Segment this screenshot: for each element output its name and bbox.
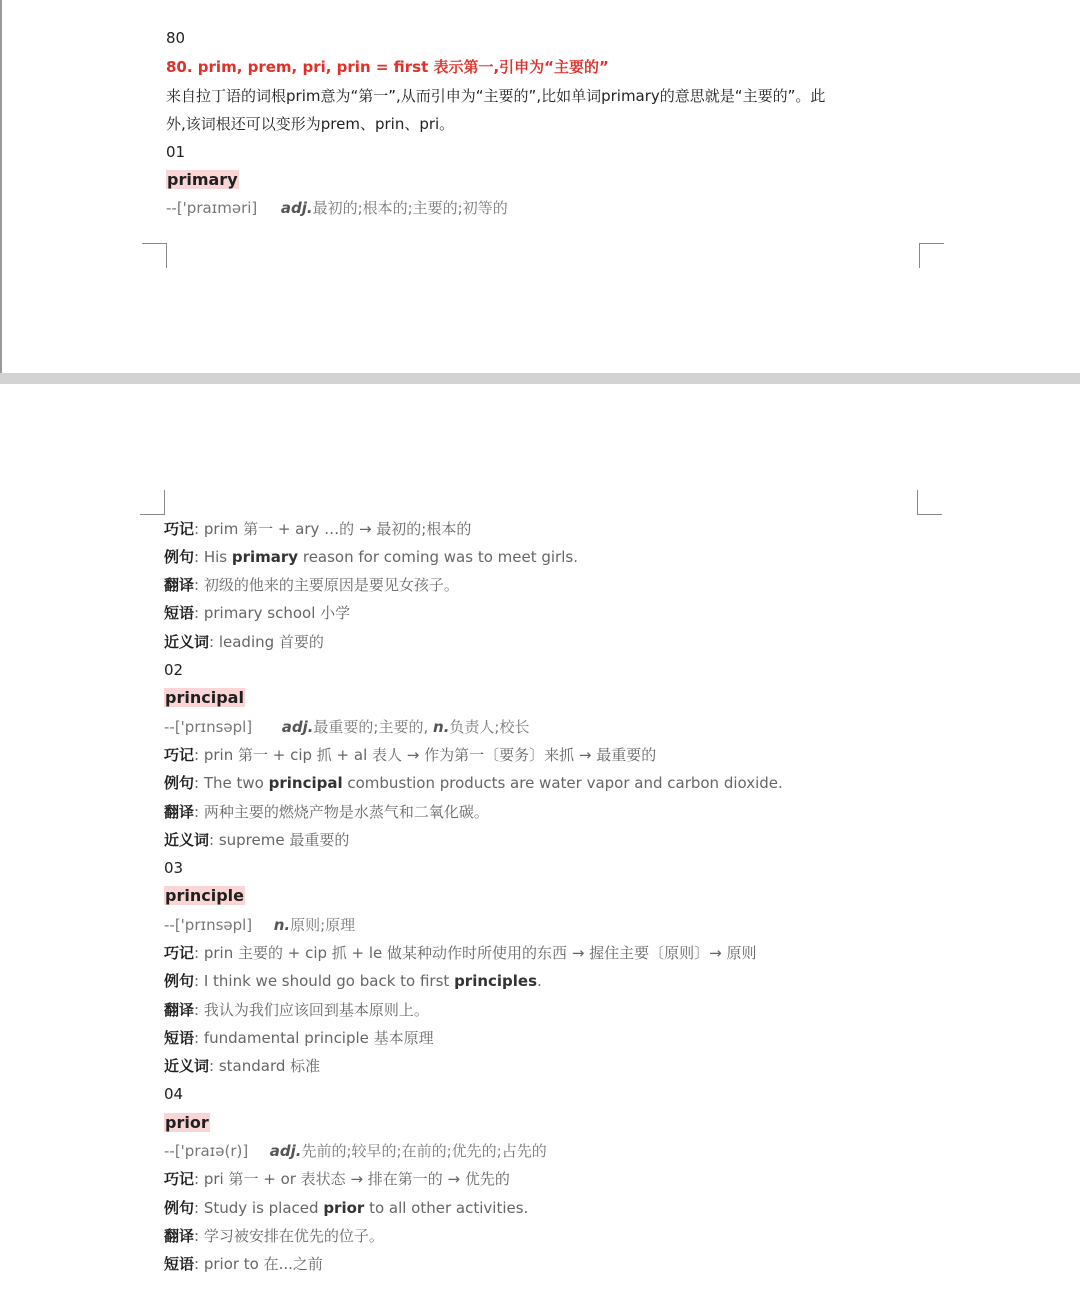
synonym-label: 近义词	[164, 1057, 210, 1075]
translation-label: 翻译	[164, 576, 195, 594]
entry-number: 01	[166, 143, 186, 161]
memory-text: : prin 第一 + cip 抓 + al 表人 → 作为第一〔要务〕来抓 → 最重要的	[194, 746, 657, 764]
translation-text: : 学习被安排在优先的位子。	[194, 1227, 384, 1245]
memory-tip-row	[164, 745, 656, 765]
example-text: : I think we should go back to first	[194, 972, 455, 990]
example-text: : His	[194, 548, 232, 566]
translation-text: : 两种主要的燃烧产物是水蒸气和二氧化碳。	[194, 803, 489, 821]
margin-corner-mark	[919, 243, 944, 268]
phrase-label: 短语	[164, 604, 195, 622]
pronunciation-row	[166, 198, 508, 218]
phrase-row	[164, 1254, 323, 1274]
translation-label: 翻译	[164, 1227, 195, 1245]
example-row	[164, 971, 542, 991]
meaning: 负责人;校长	[449, 718, 530, 736]
phrase-text: : fundamental principle 基本原理	[194, 1029, 434, 1047]
example-text: to all other activities.	[364, 1199, 529, 1217]
example-row	[164, 773, 783, 793]
meaning: 最重要的;主要的,	[313, 718, 429, 736]
phrase-text: : primary school 小学	[194, 604, 351, 622]
memory-tip-row	[164, 519, 471, 539]
translation-row	[164, 1226, 384, 1246]
part-of-speech: adj.	[280, 199, 313, 217]
example-text: .	[537, 972, 542, 990]
example-label: 例句	[164, 1199, 195, 1217]
phonetic: --['praɪməri]	[166, 199, 258, 217]
memory-tip-row	[164, 943, 757, 963]
meaning: 先前的;较早的;在前的;优先的;占先的	[301, 1142, 547, 1160]
document-page-2	[0, 384, 1080, 1304]
part-of-speech: adj.	[269, 1142, 302, 1160]
synonym-label: 近义词	[164, 831, 210, 849]
entry-word: principal	[165, 688, 244, 707]
translation-label: 翻译	[164, 1001, 195, 1019]
example-keyword: prior	[323, 1199, 365, 1217]
intro-text-line-1: 来自拉丁语的词根prim意为“第一”,从而引申为“主要的”,比如单词primary的意思就是“主要的”。此	[166, 87, 826, 105]
memory-text: : pri 第一 + or 表状态 → 排在第一的 → 优先的	[194, 1170, 510, 1188]
margin-corner-mark	[917, 490, 942, 515]
translation-row	[164, 1000, 429, 1020]
example-text: : Study is placed	[194, 1199, 324, 1217]
synonym-label: 近义词	[164, 633, 210, 651]
part-of-speech: n.	[433, 718, 450, 736]
example-keyword: primary	[231, 548, 299, 566]
synonym-row	[164, 830, 349, 850]
intro-text-line-2: 外,该词根还可以变形为prem、prin、pri。	[166, 115, 455, 133]
example-keyword: principles	[454, 972, 538, 990]
example-text: : The two	[194, 774, 269, 792]
document-page-1	[0, 0, 1080, 373]
entry-word: primary	[167, 170, 238, 189]
page-separator	[0, 373, 1080, 384]
example-row	[164, 1198, 528, 1218]
phonetic: --['prɪnsəpl]	[164, 718, 253, 736]
pronunciation-row	[164, 717, 529, 737]
example-label: 例句	[164, 774, 195, 792]
memory-label: 巧记	[164, 520, 195, 538]
phrase-row	[164, 603, 350, 623]
meaning: 最初的;根本的;主要的;初等的	[312, 199, 508, 217]
entry-word: prior	[165, 1113, 209, 1132]
entry-number: 03	[164, 859, 184, 877]
meaning: 原则;原理	[290, 916, 356, 934]
synonym-row	[164, 1056, 320, 1076]
entry-word-row	[164, 1113, 210, 1133]
translation-label: 翻译	[164, 803, 195, 821]
entry-number: 02	[164, 661, 184, 679]
synonym-row	[164, 632, 324, 652]
phonetic: --['prɪnsəpl]	[164, 916, 253, 934]
translation-text: : 我认为我们应该回到基本原则上。	[194, 1001, 429, 1019]
section-title: 80. prim, prem, pri, prin = first 表示第一,引申为“主要的”	[166, 58, 609, 76]
example-text: combustion products are water vapor and carbon dioxide.	[342, 774, 783, 792]
entry-word: principle	[165, 886, 244, 905]
translation-text: : 初级的他来的主要原因是要见女孩子。	[194, 576, 459, 594]
phrase-row	[164, 1028, 434, 1048]
entry-word-row	[164, 688, 245, 708]
phrase-text: : prior to 在...之前	[194, 1255, 323, 1273]
memory-text: : prim 第一 + ary …的 → 最初的;根本的	[194, 520, 472, 538]
pronunciation-row	[164, 915, 355, 935]
page-number: 80	[166, 29, 186, 47]
margin-corner-mark	[140, 490, 165, 515]
memory-label: 巧记	[164, 746, 195, 764]
entry-word-row	[164, 886, 245, 906]
synonym-text: : supreme 最重要的	[209, 831, 350, 849]
margin-corner-mark	[142, 243, 167, 268]
translation-row	[164, 575, 459, 595]
example-row	[164, 547, 578, 567]
example-label: 例句	[164, 972, 195, 990]
part-of-speech: adj.	[281, 718, 314, 736]
memory-label: 巧记	[164, 1170, 195, 1188]
memory-label: 巧记	[164, 944, 195, 962]
translation-row	[164, 802, 489, 822]
pronunciation-row	[164, 1141, 547, 1161]
synonym-text: : standard 标准	[209, 1057, 321, 1075]
phrase-label: 短语	[164, 1029, 195, 1047]
memory-tip-row	[164, 1169, 510, 1189]
memory-text: : prin 主要的 + cip 抓 + le 做某种动作时所使用的东西 → 握住主要〔原则〕→ 原则	[194, 944, 757, 962]
synonym-text: : leading 首要的	[209, 633, 324, 651]
part-of-speech: n.	[273, 916, 291, 934]
phrase-label: 短语	[164, 1255, 195, 1273]
entry-number: 04	[164, 1085, 184, 1103]
example-text: reason for coming was to meet girls.	[298, 548, 578, 566]
example-label: 例句	[164, 548, 195, 566]
example-keyword: principal	[268, 774, 343, 792]
phonetic: --['praɪə(r)]	[164, 1142, 249, 1160]
entry-word-row	[166, 170, 239, 190]
